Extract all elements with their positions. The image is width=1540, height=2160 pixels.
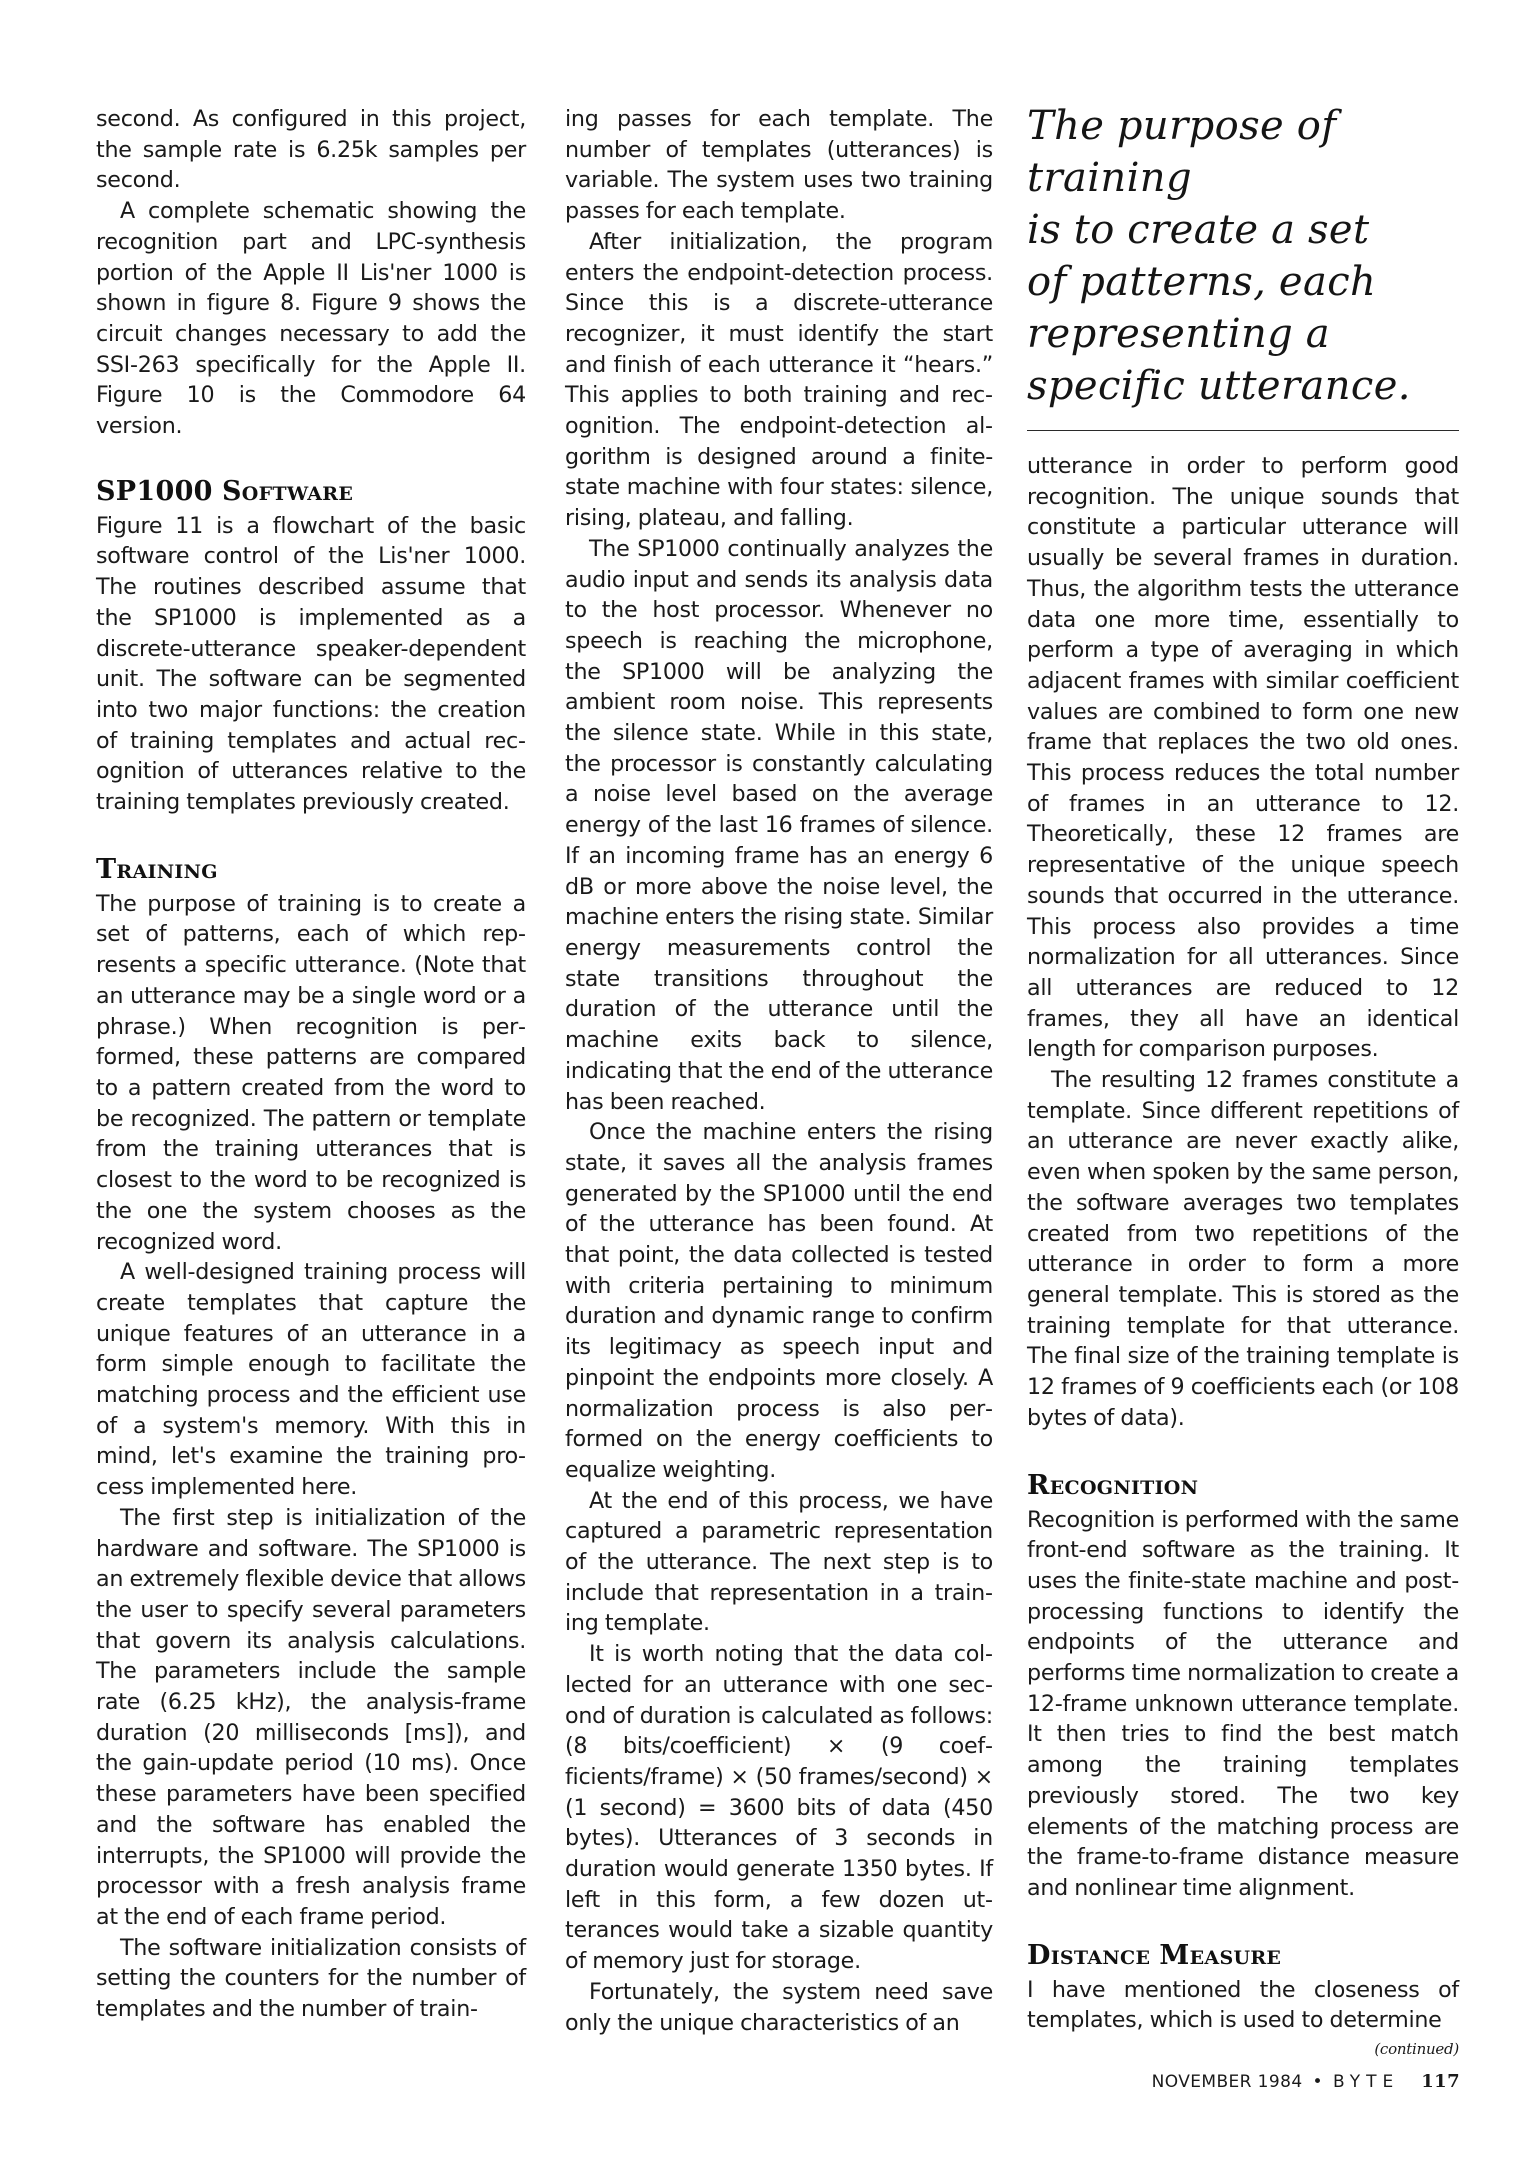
pull-quote (1027, 100, 1459, 431)
section-heading-distance-measure: Distance Measure (1027, 1939, 1282, 1971)
body-paragraph: It is worth noting that the data collected for an utterance with one second of duration is calculated as follows: (8 bits/coefficient) × (9 coefficients/frame) × (50 frames/second) × (1 second) = 3600 bits of data (450 bytes). Utterances of 3 seconds in duration would generate 1350 bytes. If left in this form, a few dozen utterances would take a sizable quantity of memory just for storage. (565, 1641, 993, 1975)
body-paragraph: second. As configured in this project, the sample rate is 6.25k samples per second. (96, 106, 526, 194)
body-paragraph: A well-designed training process will create templates that capture the unique features of an utterance in a form simple enough to facilitate the matching process and the efficient use of a system's memory. With this in mind, let's examine the training process implemented here. (96, 1259, 526, 1501)
pull-quote-line: representing a (1027, 311, 1331, 357)
body-paragraph: The first step is initialization of the hardware and software. The SP1000 is an extremely flexible device that allows the user to specify several parameters that govern its analysis calculations. The parameters include the sample rate (6.25 kHz), the analysis-frame duration (20 milliseconds [ms]), and the gain-update period (10 ms). Once these parameters have been specified and the software has enabled the interrupts, the SP1000 will provide the processor with a fresh analysis frame at the end of each frame period. (96, 1504, 526, 1930)
section-heading-training: Training (96, 853, 218, 885)
article-column-3 (1027, 104, 1459, 2060)
body-paragraph: Recognition is performed with the same front-end software as the training. It uses the finite-state machine and post-processing functions to identify the endpoints of the utterance and performs time normalization to create a 12-frame unknown utterance template. It then tries to find the best match among the training templates previously stored. The two key elements of the matching process are the frame-to-frame distance measure and nonlinear time alignment. (1027, 1506, 1459, 1901)
body-paragraph: I have mentioned the closeness of templates, which is used to determine (1027, 1976, 1459, 2034)
page-footer (1152, 2071, 1460, 2092)
pull-quote-line: specific utterance. (1027, 363, 1411, 409)
article-column-1 (96, 104, 526, 2025)
body-paragraph: At the end of this process, we have captured a parametric representation of the utterance. The next step is to include that representation in a training template. (565, 1487, 993, 1637)
page-number: 117 (1421, 2071, 1460, 2092)
article-column-2 (565, 104, 993, 2038)
pull-quote-line: The purpose of training (1027, 103, 1337, 201)
footer-separator: • (1312, 2072, 1323, 2092)
body-paragraph: The resulting 12 frames constitute a template. Since different repetitions of an utterance are never exactly alike, even when spoken by the same person, the software averages two templates created from two repetitions of the utterance in order to form a more general template. This is stored as the training template for that utterance. The final size of the training template is 12 frames of 9 coefficients each (or 108 bytes of data). (1027, 1067, 1459, 1431)
section-heading-recognition: Recognition (1027, 1469, 1199, 1501)
body-paragraph: The purpose of training is to create a set of patterns, each of which represents a specific utterance. (Note that an utterance may be a single word or a phrase.) When recognition is performed, these patterns are compared to a pattern created from the word to be recognized. The pattern or template from the training utterances that is closest to the word to be recognized is the one the system chooses as the recognized word. (96, 890, 526, 1255)
body-paragraph: After initialization, the program enters the endpoint-detection process. Since this is a discrete-utterance recognizer, it must identify the start and finish of each utterance it “hears.” This applies to both training and recognition. The endpoint-detection algorithm is designed around a finite-state machine with four states: silence, rising, plateau, and falling. (565, 228, 993, 532)
footer-magazine-name: BYTE (1332, 2072, 1400, 2092)
body-paragraph: Figure 11 is a flowchart of the basic software control of the Lis'ner 1000. The routines described assume that the SP1000 is implemented as a discrete-utterance speaker-dependent unit. The software can be segmented into two major functions: the creation of training templates and actual recognition of utterances relative to the training templates previously created. (96, 512, 526, 816)
section-heading-sp1000-software: SP1000 Software (96, 475, 354, 507)
pull-quote-line: is to create a set (1027, 207, 1370, 253)
body-paragraph: A complete schematic showing the recognition part and LPC-synthesis portion of the Apple II Lis'ner 1000 is shown in figure 8. Figure 9 shows the circuit changes necessary to add the SSI-263 specifically for the Apple II. Figure 10 is the Commodore 64 version. (96, 198, 526, 440)
body-paragraph: ing passes for each template. The number of templates (utterances) is variable. The system uses two training passes for each template. (565, 106, 993, 225)
body-paragraph: Fortunately, the system need save only the unique characteristics of an (565, 1978, 993, 2036)
body-paragraph: Once the machine enters the rising state, it saves all the analysis frames generated by the SP1000 until the end of the utterance has been found. At that point, the data collected is tested with criteria pertaining to minimum duration and dynamic range to confirm its legitimacy as speech input and pinpoint the endpoints more closely. A normalization process is also performed on the energy coefficients to equalize weighting. (565, 1119, 993, 1483)
continued-note: (continued) (1374, 2040, 1459, 2059)
body-paragraph: The SP1000 continually analyzes the audio input and sends its analysis data to the host processor. Whenever no speech is reaching the microphone, the SP1000 will be analyzing the ambient room noise. This represents the silence state. While in this state, the processor is constantly calculating a noise level based on the average energy of the last 16 frames of silence. If an incoming frame has an energy 6 dB or more above the noise level, the machine enters the rising state. Similar energy measurements control the state transitions throughout the duration of the utterance until the machine exits back to silence, indicating that the end of the utterance has been reached. (565, 535, 993, 1115)
pull-quote-line: of patterns, each (1027, 259, 1377, 305)
body-paragraph: The software initialization consists of setting the counters for the number of templates and the number of train- (96, 1934, 526, 2023)
footer-issue-date: NOVEMBER 1984 (1151, 2072, 1303, 2092)
body-paragraph: utterance in order to perform good recognition. The unique sounds that constitute a particular utterance will usually be several frames in duration. Thus, the algorithm tests the utterance data one more time, essentially to perform a type of averaging in which adjacent frames with similar coefficient values are combined to form one new frame that replaces the two old ones. This process reduces the total number of frames in an utterance to 12. Theoretically, these 12 frames are representative of the unique speech sounds that occurred in the utterance. This process also provides a time normalization for all utterances. Since all utterances are reduced to 12 frames, they all have an identical length for comparison purposes. (1027, 453, 1459, 1063)
